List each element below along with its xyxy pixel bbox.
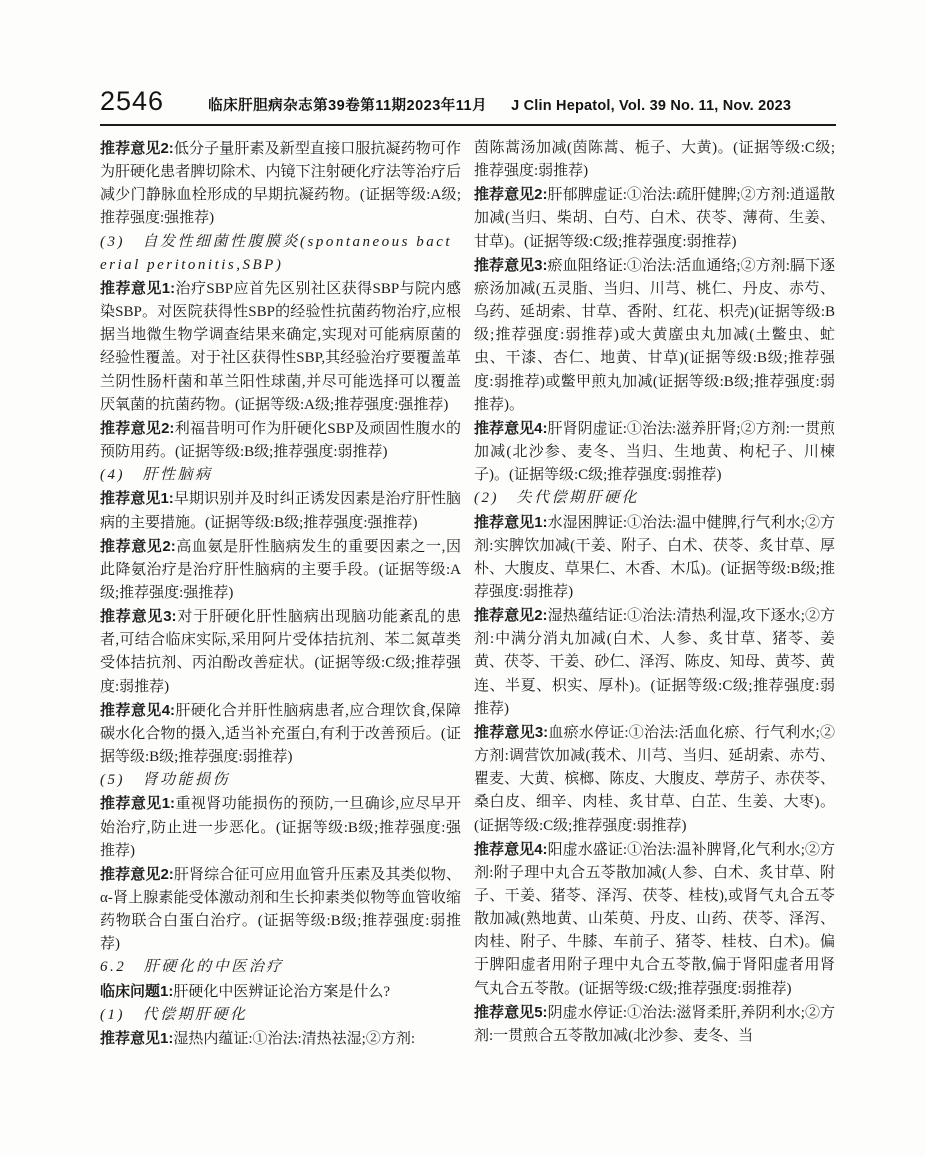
recommendation-paragraph bbox=[100, 863, 461, 957]
recommendation-paragraph bbox=[100, 277, 461, 417]
paragraph-text: 茵陈蒿汤加减(茵陈蒿、栀子、大黄)。(证据等级:C级;推荐强度:弱推荐) bbox=[474, 140, 835, 180]
paragraph-bold-prefix: 推荐意见3: bbox=[474, 723, 549, 741]
paragraph-text: (4) 肝性脑病 bbox=[100, 467, 213, 484]
paragraph-text: (2) 失代偿期肝硬化 bbox=[474, 490, 639, 507]
paragraph-text: 低分子量肝素及新型直接口服抗凝药物可作为肝硬化患者脾切除术、内镜下注射硬化疗法等治疗后减少门静脉血栓形成的早期抗凝药物。(证据等级:A级;推荐强度:强推荐) bbox=[100, 141, 461, 227]
paragraph-text: 肝硬化合并肝性脑病患者,应合理饮食,保障碳水化合物的摄入,适当补充蛋白,有利于改善预后。(证据等级:B级;推荐强度:弱推荐) bbox=[100, 702, 461, 766]
recommendation-paragraph bbox=[474, 254, 835, 417]
recommendation-paragraph bbox=[474, 1001, 835, 1048]
paragraph-bold-prefix: 推荐意见4: bbox=[474, 840, 548, 858]
paragraph-text: 湿热蕴结证:①治法:清热利湿,攻下逐水;②方剂:中满分消丸加减(白术、人参、炙甘草、猪苓、姜黄、茯苓、干姜、砂仁、泽泻、陈皮、知母、黄芩、黄连、半夏、枳实、厚朴)。(证据等级:C级;推荐强度:弱推荐) bbox=[474, 608, 835, 717]
recommendation-paragraph bbox=[474, 183, 835, 253]
continuation-paragraph bbox=[474, 137, 835, 183]
recommendation-paragraph bbox=[100, 137, 461, 231]
paragraph-bold-prefix: 推荐意见3: bbox=[100, 608, 177, 626]
paragraph-text: 阴虚水停证:①治法:滋肾柔肝,养阴利水;②方剂:一贯煎合五苓散加减(北沙参、麦冬、当 bbox=[474, 1004, 835, 1044]
paragraph-text: 水湿困脾证:①治法:温中健脾,行气利水;②方剂:实脾饮加减(干姜、附子、白术、茯苓、炙甘草、厚朴、大腹皮、草果仁、木香、木瓜)。(证据等级:B级;推荐强度:弱推荐) bbox=[474, 514, 835, 600]
recommendation-paragraph bbox=[474, 511, 835, 605]
journal-title-english: J Clin Hepatol, Vol. 39 No. 11, Nov. 2023 bbox=[511, 98, 792, 114]
paragraph-bold-prefix: 推荐意见1: bbox=[474, 513, 548, 531]
paragraph-bold-prefix: 推荐意见1: bbox=[100, 279, 176, 297]
sub-heading bbox=[474, 487, 835, 510]
journal-title-chinese: 临床肝胆病杂志第39卷第11期2023年11月 bbox=[208, 98, 488, 114]
recommendation-paragraph bbox=[474, 721, 835, 838]
paragraph-bold-prefix: 推荐意见2: bbox=[474, 607, 548, 625]
paragraph-bold-prefix: 推荐意见2: bbox=[100, 419, 175, 437]
paragraph-text: 对于肝硬化肝性脑病出现脑功能紊乱的患者,可结合临床实际,采用阿片受体拮抗剂、苯二氮䓬类受体拮抗剂、丙泊酚改善症状。(证据等级:C级;推荐强度:弱推荐) bbox=[100, 609, 461, 695]
sub-heading bbox=[100, 956, 461, 979]
recommendation-paragraph bbox=[100, 792, 461, 862]
paragraph-text: 湿热内蕴证:①治法:清热祛湿;②方剂: bbox=[173, 1030, 416, 1047]
column-right bbox=[474, 137, 835, 1048]
paragraph-bold-prefix: 推荐意见1: bbox=[100, 1029, 174, 1047]
paragraph-text: (1) 代偿期肝硬化 bbox=[100, 1006, 248, 1023]
paragraph-bold-prefix: 推荐意见2: bbox=[100, 865, 174, 883]
paragraph-text: 肝郁脾虚证:①治法:疏肝健脾;②方剂:逍遥散加减(当归、柴胡、白芍、白术、茯苓、薄荷、生姜、甘草)。(证据等级:C级;推荐强度:弱推荐) bbox=[474, 187, 836, 250]
paragraph-text: 早期识别并及时纠正诱发因素是治疗肝性脑病的主要措施。(证据等级:B级;推荐强度:强推荐) bbox=[100, 491, 461, 531]
recommendation-paragraph bbox=[100, 1027, 461, 1051]
recommendation-paragraph bbox=[100, 417, 461, 464]
header-rule bbox=[100, 124, 836, 126]
paragraph-bold-prefix: 推荐意见5: bbox=[474, 1003, 548, 1021]
running-head bbox=[100, 86, 836, 117]
recommendation-paragraph bbox=[474, 417, 835, 487]
paragraph-bold-prefix: 推荐意见4: bbox=[100, 701, 176, 719]
paragraph-text: (3) 自发性细菌性腹膜炎(spontaneous bacterial peritonitis,SBP) bbox=[100, 233, 453, 273]
paragraph-text: 重视肾功能损伤的预防,一旦确诊,应尽早开始治疗,防止进一步恶化。(证据等级:B级;推荐强度:强推荐) bbox=[100, 796, 461, 859]
sub-heading bbox=[100, 769, 461, 792]
paragraph-text: 肝硬化中医辨证论治方案是什么? bbox=[173, 983, 391, 1000]
paragraph-text: 阳虚水盛证:①治法:温补脾肾,化气利水;②方剂:附子理中丸合五苓散加减(人参、白术、炙甘草、附子、干姜、猪苓、泽泻、茯苓、桂枝),或肾气丸合五苓散加减(熟地黄、山茱萸、丹皮、山药、茯苓、泽泻、肉桂、附子、牛膝、车前子、猪苓、桂枝、白术)。偏于脾阳虚者用附子理中丸合五苓散,偏于肾阳虚者用肾气丸合五苓散。(证据等级:C级;推荐强度:弱推荐) bbox=[474, 841, 835, 997]
recommendation-paragraph bbox=[100, 980, 461, 1004]
paragraph-text: 治疗SBP应首先区别社区获得SBP与院内感染SBP。对医院获得性SBP的经验性抗菌药物治疗,应根据当地微生物学调查结果来确定,实现对可能病原菌的经验性覆盖。对于社区获得性SBP,其经验治疗要覆盖革兰阴性肠杆菌和革兰阳性球菌,并尽可能选择可以覆盖厌氧菌的抗菌药物。(证据等级:A级;推荐强度:强推荐) bbox=[100, 280, 461, 413]
paragraph-text: 高血氨是肝性脑病发生的重要因素之一,因此降氨治疗是治疗肝性脑病的主要手段。(证据等级:A级;推荐强度:强推荐) bbox=[100, 538, 461, 601]
paragraph-text: 血瘀水停证:①治法:活血化瘀、行气利水;②方剂:调营饮加减(莪术、川芎、当归、延胡索、赤芍、瞿麦、大黄、槟榔、陈皮、大腹皮、葶苈子、赤茯苓、桑白皮、细辛、肉桂、炙甘草、白芷、生姜、大枣)。(证据等级:C级;推荐强度:弱推荐) bbox=[474, 724, 835, 834]
recommendation-paragraph bbox=[474, 604, 835, 721]
recommendation-paragraph bbox=[474, 838, 835, 1001]
paragraph-bold-prefix: 推荐意见1: bbox=[100, 795, 176, 813]
sub-heading bbox=[100, 1004, 461, 1027]
recommendation-paragraph bbox=[100, 535, 461, 605]
paragraph-text: 肝肾阴虚证:①治法:滋养肝肾;②方剂:一贯煎加减(北沙参、麦冬、当归、生地黄、枸杞子、川楝子)。(证据等级:C级;推荐强度:弱推荐) bbox=[474, 420, 836, 484]
paragraph-bold-prefix: 推荐意见2: bbox=[100, 537, 176, 555]
paragraph-bold-prefix: 推荐意见2: bbox=[474, 186, 548, 204]
paragraph-bold-prefix: 推荐意见3: bbox=[474, 256, 548, 274]
recommendation-paragraph bbox=[100, 699, 461, 769]
sub-heading bbox=[100, 231, 461, 277]
recommendation-paragraph bbox=[100, 487, 461, 534]
paragraph-bold-prefix: 推荐意见1: bbox=[100, 490, 174, 508]
column-left bbox=[100, 137, 461, 1051]
paragraph-text: 肝肾综合征可应用血管升压素及其类似物、α-肾上腺素能受体激动剂和生长抑素类似物等血管收缩药物联合白蛋白治疗。(证据等级:B级;推荐强度:弱推荐) bbox=[100, 866, 461, 953]
recommendation-paragraph bbox=[100, 605, 461, 699]
paragraph-text: 利福昔明可作为肝硬化SBP及顽固性腹水的预防用药。(证据等级:B级;推荐强度:弱推荐) bbox=[100, 420, 461, 461]
sub-heading bbox=[100, 464, 461, 487]
paragraph-bold-prefix: 推荐意见4: bbox=[474, 419, 548, 437]
paragraph-text: 6.2 肝硬化的中医治疗 bbox=[100, 959, 284, 976]
paragraph-bold-prefix: 临床问题1: bbox=[100, 982, 174, 1000]
paragraph-text: (5) 肾功能损伤 bbox=[100, 772, 230, 789]
paragraph-text: 瘀血阻络证:①治法:活血通络;②方剂:膈下逐瘀汤加减(五灵脂、当归、川芎、桃仁、丹皮、赤芍、乌药、延胡索、甘草、香附、红花、枳壳)(证据等级:B级;推荐强度:弱推荐)或大黄䗪虫丸加减(土鳖虫、虻虫、干漆、杏仁、地黄、甘草)(证据等级:B级;推荐强度:弱推荐)或鳖甲煎丸加减(证据等级:B级;推荐强度:弱推荐)。 bbox=[474, 257, 836, 413]
page-number: 2546 bbox=[100, 86, 165, 116]
paragraph-bold-prefix: 推荐意见2: bbox=[100, 140, 174, 157]
